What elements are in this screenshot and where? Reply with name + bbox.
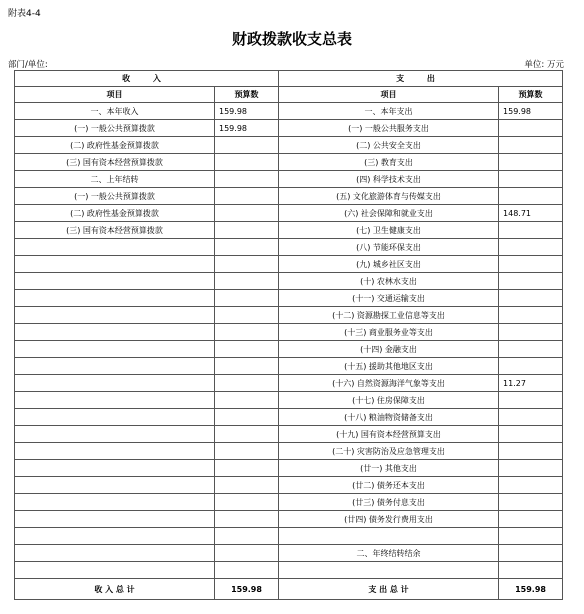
- expense-item-cell: [279, 562, 499, 579]
- expense-budget-header: 预算数: [499, 87, 563, 103]
- expense-value-cell: [499, 341, 563, 358]
- income-total-value: 159.98: [215, 579, 279, 600]
- income-value-cell: [215, 256, 279, 273]
- expense-value-cell: 148.71: [499, 205, 563, 222]
- expense-item-cell: (八) 节能环保支出: [279, 239, 499, 256]
- income-value-cell: 159.98: [215, 120, 279, 137]
- expense-item-cell: 二、年终结转结余: [279, 545, 499, 562]
- table-row: [15, 103, 563, 120]
- income-value-cell: [215, 562, 279, 579]
- expense-value-cell: [499, 239, 563, 256]
- income-item-cell: [15, 341, 215, 358]
- income-item-cell: 二、上年结转: [15, 171, 215, 188]
- table-row: [15, 256, 563, 273]
- income-value-cell: [215, 375, 279, 392]
- income-value-cell: [215, 392, 279, 409]
- income-item-header: 项目: [15, 87, 215, 103]
- income-item-cell: [15, 358, 215, 375]
- table-row: [15, 477, 563, 494]
- income-item-cell: 一、本年收入: [15, 103, 215, 120]
- income-item-cell: [15, 545, 215, 562]
- table-row: [15, 239, 563, 256]
- expense-item-cell: (十) 农林水支出: [279, 273, 499, 290]
- expense-value-cell: [499, 188, 563, 205]
- expense-value-cell: [499, 477, 563, 494]
- expense-value-cell: [499, 562, 563, 579]
- expense-value-cell: [499, 120, 563, 137]
- income-item-cell: [15, 307, 215, 324]
- expense-item-cell: (廿二) 债务还本支出: [279, 477, 499, 494]
- expense-item-cell: (五) 文化旅游体育与传媒支出: [279, 188, 499, 205]
- table-row: [15, 426, 563, 443]
- income-value-cell: [215, 222, 279, 239]
- expense-item-cell: (十二) 资源勘探工业信息等支出: [279, 307, 499, 324]
- expense-item-cell: [279, 528, 499, 545]
- income-item-cell: [15, 290, 215, 307]
- expense-item-cell: (十四) 金融支出: [279, 341, 499, 358]
- expense-value-cell: [499, 171, 563, 188]
- expense-item-cell: (十八) 粮油物资储备支出: [279, 409, 499, 426]
- income-item-cell: (一) 一般公共预算拨款: [15, 188, 215, 205]
- column-header-row: [15, 87, 563, 103]
- income-value-cell: [215, 426, 279, 443]
- expense-item-cell: (六) 社会保障和就业支出: [279, 205, 499, 222]
- expense-value-cell: [499, 460, 563, 477]
- expense-value-cell: [499, 528, 563, 545]
- income-value-cell: [215, 239, 279, 256]
- department-label: 部门/单位:: [8, 60, 48, 70]
- table-row: [15, 137, 563, 154]
- table-row: [15, 392, 563, 409]
- table-row: [15, 273, 563, 290]
- table-row: [15, 562, 563, 579]
- expense-item-cell: (三) 教育支出: [279, 154, 499, 171]
- income-value-cell: [215, 205, 279, 222]
- table-row: [15, 154, 563, 171]
- table-row: [15, 205, 563, 222]
- expense-value-cell: [499, 426, 563, 443]
- section-header-row: [15, 71, 563, 87]
- income-budget-header: 预算数: [215, 87, 279, 103]
- expense-value-cell: [499, 222, 563, 239]
- table-row: [15, 460, 563, 477]
- total-row: [15, 579, 563, 600]
- income-item-cell: [15, 443, 215, 460]
- income-value-cell: [215, 273, 279, 290]
- expense-value-cell: [499, 409, 563, 426]
- table-row: [15, 307, 563, 324]
- income-value-cell: [215, 528, 279, 545]
- income-item-cell: (三) 国有资本经营预算拨款: [15, 154, 215, 171]
- income-value-cell: [215, 290, 279, 307]
- expense-value-cell: [499, 307, 563, 324]
- expense-value-cell: [499, 358, 563, 375]
- income-item-cell: [15, 511, 215, 528]
- expense-value-cell: [499, 256, 563, 273]
- table-row: [15, 375, 563, 392]
- income-value-cell: [215, 545, 279, 562]
- page-title: 财政拨款收支总表: [231, 30, 352, 48]
- income-item-cell: [15, 460, 215, 477]
- expense-item-cell: (十五) 援助其他地区支出: [279, 358, 499, 375]
- expense-item-cell: (十三) 商业服务业等支出: [279, 324, 499, 341]
- income-value-cell: [215, 154, 279, 171]
- expense-value-cell: [499, 154, 563, 171]
- expense-item-cell: (十一) 交通运输支出: [279, 290, 499, 307]
- expense-total-label: 支 出 总 计: [279, 579, 499, 600]
- table-row: [15, 545, 563, 562]
- expense-value-cell: 11.27: [499, 375, 563, 392]
- table-caption: 附表4-4: [8, 9, 41, 19]
- expense-value-cell: [499, 290, 563, 307]
- expense-value-cell: [499, 443, 563, 460]
- expense-item-cell: (四) 科学技术支出: [279, 171, 499, 188]
- income-section-header: 收 入: [15, 71, 279, 87]
- income-value-cell: [215, 324, 279, 341]
- income-value-cell: 159.98: [215, 103, 279, 120]
- income-item-cell: [15, 409, 215, 426]
- expense-item-cell: (十七) 住房保障支出: [279, 392, 499, 409]
- unit-label: 单位: 万元: [524, 60, 564, 70]
- expense-item-cell: 一、本年支出: [279, 103, 499, 120]
- expense-item-cell: (二十) 灾害防治及应急管理支出: [279, 443, 499, 460]
- income-value-cell: [215, 307, 279, 324]
- income-value-cell: [215, 511, 279, 528]
- budget-table: [14, 70, 563, 600]
- expense-item-cell: (廿一) 其他支出: [279, 460, 499, 477]
- income-item-cell: [15, 494, 215, 511]
- income-value-cell: [215, 443, 279, 460]
- expense-value-cell: [499, 545, 563, 562]
- income-item-cell: (一) 一般公共预算拨款: [15, 120, 215, 137]
- table-row: [15, 494, 563, 511]
- income-item-cell: [15, 392, 215, 409]
- expense-item-cell: (一) 一般公共服务支出: [279, 120, 499, 137]
- income-item-cell: (二) 政府性基金预算拨款: [15, 137, 215, 154]
- expense-item-header: 项目: [279, 87, 499, 103]
- income-item-cell: [15, 273, 215, 290]
- income-value-cell: [215, 358, 279, 375]
- income-value-cell: [215, 460, 279, 477]
- table-row: [15, 358, 563, 375]
- income-value-cell: [215, 188, 279, 205]
- expense-item-cell: (九) 城乡社区支出: [279, 256, 499, 273]
- income-value-cell: [215, 494, 279, 511]
- income-item-cell: [15, 528, 215, 545]
- expense-item-cell: (十九) 国有资本经营预算支出: [279, 426, 499, 443]
- expense-value-cell: [499, 494, 563, 511]
- expense-item-cell: (七) 卫生健康支出: [279, 222, 499, 239]
- expense-item-cell: (二) 公共安全支出: [279, 137, 499, 154]
- income-item-cell: [15, 477, 215, 494]
- income-total-label: 收 入 总 计: [15, 579, 215, 600]
- expense-value-cell: [499, 273, 563, 290]
- table-row: [15, 188, 563, 205]
- income-item-cell: [15, 256, 215, 273]
- expense-item-cell: (廿三) 债务付息支出: [279, 494, 499, 511]
- expense-value-cell: [499, 324, 563, 341]
- income-value-cell: [215, 171, 279, 188]
- table-row: [15, 341, 563, 358]
- income-item-cell: [15, 375, 215, 392]
- expense-value-cell: 159.98: [499, 103, 563, 120]
- table-row: [15, 511, 563, 528]
- table-row: [15, 290, 563, 307]
- expense-item-cell: (十六) 自然资源海洋气象等支出: [279, 375, 499, 392]
- income-item-cell: [15, 426, 215, 443]
- income-item-cell: [15, 324, 215, 341]
- income-item-cell: [15, 562, 215, 579]
- income-value-cell: [215, 477, 279, 494]
- table-row: [15, 443, 563, 460]
- income-item-cell: [15, 239, 215, 256]
- table-row: [15, 222, 563, 239]
- expense-value-cell: [499, 137, 563, 154]
- expense-total-value: 159.98: [499, 579, 563, 600]
- expense-value-cell: [499, 511, 563, 528]
- table-row: [15, 528, 563, 545]
- income-item-cell: (三) 国有资本经营预算拨款: [15, 222, 215, 239]
- table-row: [15, 324, 563, 341]
- expense-item-cell: (廿四) 债务发行费用支出: [279, 511, 499, 528]
- income-value-cell: [215, 341, 279, 358]
- income-value-cell: [215, 137, 279, 154]
- table-row: [15, 409, 563, 426]
- income-value-cell: [215, 409, 279, 426]
- table-row: [15, 120, 563, 137]
- expense-section-header: 支 出: [279, 71, 563, 87]
- table-row: [15, 171, 563, 188]
- expense-value-cell: [499, 392, 563, 409]
- income-item-cell: (二) 政府性基金预算拨款: [15, 205, 215, 222]
